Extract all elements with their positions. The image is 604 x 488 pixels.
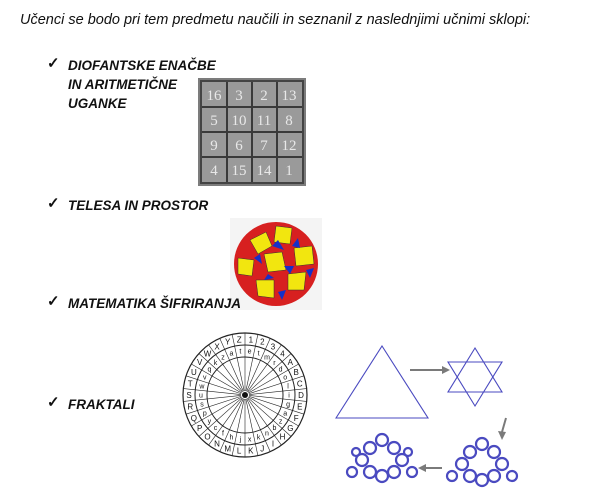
- cipher-outer-letter: E: [297, 402, 303, 412]
- magic-square-image: [198, 78, 306, 186]
- cipher-outer-letter: Y: [225, 337, 231, 347]
- cipher-outer-letter: N: [214, 439, 220, 449]
- cipher-inner-letter: d: [278, 366, 283, 374]
- cipher-inner-letter: c: [213, 425, 218, 433]
- cipher-outer-letter: R: [187, 402, 194, 412]
- koch-fractal-image: [330, 340, 530, 488]
- cipher-inner-letter: q: [207, 366, 212, 374]
- magic-square-cell: 2: [260, 88, 268, 104]
- cipher-inner-letter: a: [229, 350, 234, 358]
- topic-line: TELESA IN PROSTOR: [68, 198, 209, 213]
- cipher-outer-letter: 1: [248, 335, 254, 345]
- cipher-outer-letter: L: [236, 446, 242, 456]
- magic-square-cell: 7: [260, 138, 268, 154]
- cipher-inner-letter: r: [273, 359, 276, 367]
- cipher-outer-letter: H: [279, 432, 286, 442]
- magic-square-cell: 5: [210, 113, 218, 129]
- cipher-inner-letter: t: [239, 348, 242, 356]
- topic-line: IN ARITMETIČNE: [68, 77, 177, 92]
- check-icon: ✓: [47, 55, 60, 72]
- cipher-inner-letter: t: [257, 350, 260, 358]
- cipher-outer-letter: J: [260, 444, 265, 454]
- cipher-inner-letter: f: [222, 430, 224, 438]
- cipher-outer-letter: Q: [190, 413, 197, 423]
- magic-square-cell: 9: [210, 138, 218, 154]
- topic-line: DIOFANTSKE ENAČBE: [68, 58, 216, 73]
- cipher-inner-letter: a: [283, 410, 288, 418]
- cipher-outer-letter: 2: [260, 337, 265, 347]
- cipher-outer-letter: S: [186, 391, 192, 400]
- cipher-outer-letter: O: [204, 432, 211, 442]
- cipher-inner-letter: x: [247, 436, 252, 444]
- cipher-inner-letter: k: [213, 359, 218, 367]
- cipher-outer-letter: M: [224, 444, 232, 454]
- cipher-inner-letter: b: [272, 425, 277, 433]
- cipher-inner-letter: h: [229, 434, 234, 442]
- topic-line: UGANKE: [68, 96, 127, 111]
- cipher-inner-letter: k: [256, 434, 261, 442]
- check-icon: ✓: [47, 293, 60, 310]
- magic-square-cell: 13: [281, 88, 297, 104]
- cipher-outer-letter: F: [293, 413, 299, 423]
- cipher-inner-letter: p: [202, 410, 207, 418]
- magic-square-cell: 1: [285, 163, 293, 179]
- magic-square-cell: 11: [256, 113, 272, 129]
- cipher-inner-letter: u: [199, 392, 203, 400]
- topic-line: FRAKTALI: [68, 397, 135, 412]
- cipher-inner-letter: l: [287, 383, 289, 391]
- check-icon: ✓: [47, 394, 60, 411]
- cipher-inner-letter: v: [203, 374, 207, 382]
- cipher-outer-letter: K: [248, 446, 254, 456]
- cipher-outer-letter: 3: [270, 342, 276, 352]
- cipher-inner-letter: i: [288, 392, 290, 400]
- polyhedron-image: [230, 218, 322, 310]
- cipher-outer-letter: 4: [280, 349, 285, 359]
- intro-text: Učenci se bodo pri tem predmetu naučili in seznanil z naslednjimi učnimi sklopi:: [20, 12, 531, 28]
- cipher-outer-letter: W: [203, 349, 212, 359]
- magic-square-cell: 14: [256, 163, 272, 179]
- cipher-outer-letter: X: [214, 342, 220, 352]
- cipher-inner-letter: n: [265, 430, 269, 438]
- magic-square-cell: 15: [231, 163, 247, 179]
- cipher-outer-letter: A: [287, 358, 293, 368]
- cipher-outer-letter: V: [197, 358, 203, 368]
- cipher-inner-letter: y: [207, 418, 212, 426]
- cipher-outer-letter: G: [287, 423, 294, 433]
- cipher-inner-letter: e: [247, 348, 252, 356]
- magic-square-cell: 10: [231, 113, 247, 129]
- magic-square-cell: 12: [281, 138, 297, 154]
- magic-square-cell: 6: [235, 138, 243, 154]
- cipher-inner-letter: o: [283, 374, 288, 382]
- cipher-inner-letter: z: [278, 418, 283, 426]
- cipher-outer-letter: I: [271, 439, 275, 449]
- cipher-outer-letter: P: [197, 423, 203, 433]
- cipher-inner-letter: j: [239, 436, 242, 444]
- cipher-outer-letter: U: [190, 368, 197, 378]
- cipher-inner-letter: w: [199, 383, 205, 391]
- cipher-outer-letter: B: [293, 368, 299, 378]
- magic-square-cell: 3: [235, 88, 243, 104]
- magic-square-cell: 16: [206, 88, 222, 104]
- cipher-outer-letter: D: [298, 391, 304, 400]
- topic-line: MATEMATIKA ŠIFRIRANJA: [68, 296, 241, 311]
- cipher-inner-letter: g: [286, 401, 290, 409]
- cipher-outer-letter: T: [187, 379, 193, 389]
- cipher-outer-letter: Z: [236, 335, 242, 345]
- cipher-outer-letter: C: [296, 379, 303, 389]
- magic-square-cell: 8: [285, 113, 293, 129]
- cipher-wheel-image: [180, 330, 310, 460]
- check-icon: ✓: [47, 195, 60, 212]
- cipher-inner-letter: m: [264, 354, 270, 362]
- cipher-inner-letter: s: [200, 401, 204, 409]
- cipher-inner-letter: z: [221, 354, 225, 362]
- magic-square-cell: 4: [210, 163, 218, 179]
